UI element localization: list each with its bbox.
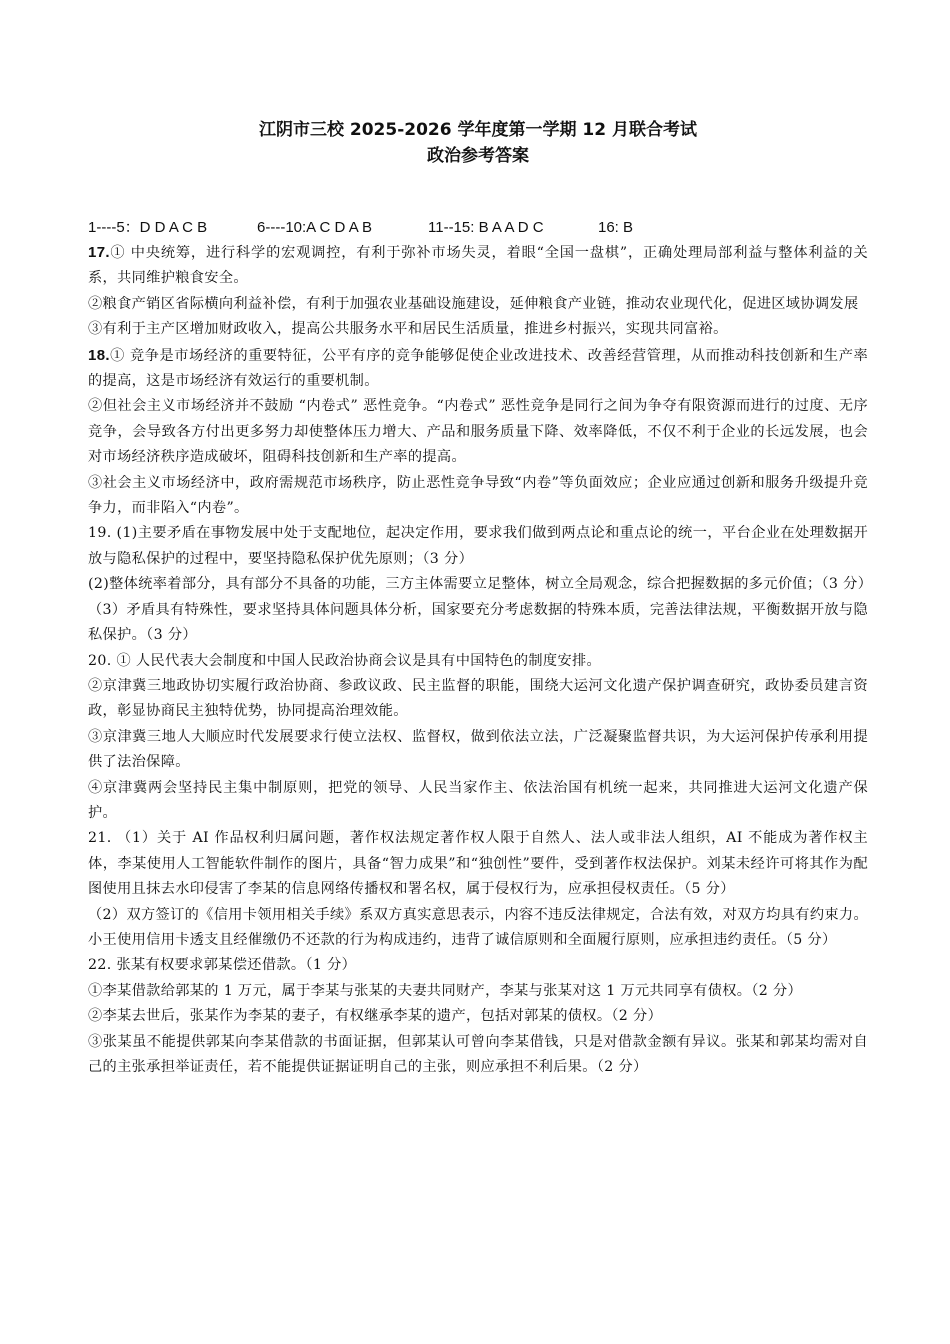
q18-number: 18.	[88, 346, 110, 364]
q18-point-2: ②但社会主义市场经济并不鼓励 “内卷式” 恶性竞争。“内卷式” 恶性竞争是同行之间为争夺有限资源而进行的过度、无序竞争，会导致各方付出更多努力却使整体压力增大、产品和服务质量下降、效率降低，不仅不利于企业的长远发展，也会对市场经济秩序造成破坏，阻碍科技创新和生产率的提高。	[88, 398, 868, 466]
document-subtitle: 政治参考答案	[427, 146, 529, 166]
question-18	[88, 343, 868, 522]
q21-part-2: （2）双方签订的《信用卡领用相关手续》系双方真实意思表示，内容不违反法律规定，合法有效，对双方均具有约束力。小王使用信用卡透支且经催缴仍不还款的行为构成违约，违背了诚信原则和全面履行原则，应承担违约责任。（5 分）	[88, 906, 868, 948]
question-17	[88, 240, 868, 343]
multiple-choice-answers	[88, 216, 868, 240]
question-20	[88, 649, 868, 827]
answers-6-10: 6----10:A C D A B	[257, 219, 373, 236]
q20-point-1: 20. ① 人民代表大会制度和中国人民政治协商会议是具有中国特色的制度安排。	[88, 652, 602, 669]
q19-point-3: （3）矛盾具有特殊性，要求坚持具体问题具体分析，国家要充分考虑数据的特殊本质，完善法律法规，平衡数据开放与隐私保护。（3 分）	[88, 601, 868, 644]
q20-point-4: ④京津冀两会坚持民主集中制原则，把党的领导、人民当家作主、依法治国有机统一起来，共同推进大运河文化遗产保护。	[88, 779, 868, 821]
answers-11-15: 11--15: B A A D C	[428, 219, 544, 236]
q22-conclusion: 22. 张某有权要求郭某偿还借款。（1 分）	[88, 957, 357, 974]
q20-point-2: ②京津冀三地政协切实履行政治协商、参政议政、民主监督的职能，围绕大运河文化遗产保护调查研究，政协委员建言资政，彰显协商民主独特优势，协同提高治理效能。	[88, 677, 868, 720]
question-22	[88, 953, 868, 1080]
q22-point-1: ①李某借款给郭某的 1 万元，属于李某与张某的夫妻共同财产，李某与张某对这 1 万元共同享有债权。（2 分）	[88, 982, 803, 999]
q21-part-1: 21. （1）关于 AI 作品权利归属问题，著作权法规定著作权人限于自然人、法人或非法人组织，AI 不能成为著作权主体，李某使用人工智能软件制作的图片，具备“智力成果”和“独创性”要件，受到著作权法保护。刘某未经许可将其作为配图使用且抹去水印侵害了李某的信息网络传播权和署名权，属于侵权行为，应承担侵权责任。（5 分）	[88, 830, 868, 898]
q18-point-1: 18.① 竞争是市场经济的重要特征，公平有序的竞争能够促使企业改进技术、改善经营管理，从而推动科技创新和生产率的提高，这是市场经济有效运行的重要机制。	[88, 346, 868, 390]
q17-point-3: ③有利于主产区增加财政收入，提高公共服务水平和居民生活质量，推进乡村振兴，实现共同富裕。	[88, 321, 728, 338]
q19-point-1: 19. (1)主要矛盾在事物发展中处于支配地位，起决定作用，要求我们做到两点论和重点论的统一，平台企业在处理数据开放与隐私保护的过程中，要坚持隐私保护优先原则；（3 分）	[88, 525, 868, 567]
q17-point-2: ②粮食产销区省际横向利益补偿，有利于加强农业基础设施建设，延伸粮食产业链，推动农业现代化，促进区域协调发展	[88, 295, 859, 312]
question-21	[88, 826, 868, 953]
q22-point-2: ②李某去世后，张某作为李某的妻子，有权继承李某的遗产，包括对郭某的债权。（2 分）	[88, 1008, 663, 1025]
answers-16: 16: B	[598, 219, 634, 236]
document-title: 江阴市三校 2025-2026 学年度第一学期 12 月联合考试	[258, 120, 697, 140]
question-19	[88, 521, 873, 648]
q17-point-1: 17.① 中央统筹，进行科学的宏观调控，有利于弥补市场失灵，着眼“全国一盘棋”，正确处理局部利益与整体利益的关系，共同维护粮食安全。	[88, 244, 868, 287]
answers-1-5: 1----5：D D A C B	[88, 219, 208, 236]
q19-point-2: (2)整体统率着部分，具有部分不具备的功能，三方主体需要立足整体，树立全局观念，综合把握数据的多元价值；（3 分）	[88, 576, 873, 593]
q22-point-3: ③张某虽不能提供郭某向李某借款的书面证据，但郭某认可曾向李某借钱，只是对借款金额有异议。张某和郭某均需对自己的主张承担举证责任，若不能提供证据证明自己的主张，则应承担不利后果。（2 分）	[88, 1033, 868, 1075]
q18-point-3: ③社会主义市场经济中，政府需规范市场秩序，防止恶性竞争导致“内卷”等负面效应；企业应通过创新和服务升级提升竞争力，而非陷入“内卷”。	[88, 474, 868, 517]
q17-number: 17.	[88, 244, 110, 261]
answer-document	[88, 0, 873, 1080]
q20-point-3: ③京津冀三地人大顺应时代发展要求行使立法权、监督权，做到依法立法，广泛凝聚监督共识，为大运河保护传承利用提供了法治保障。	[88, 728, 868, 771]
